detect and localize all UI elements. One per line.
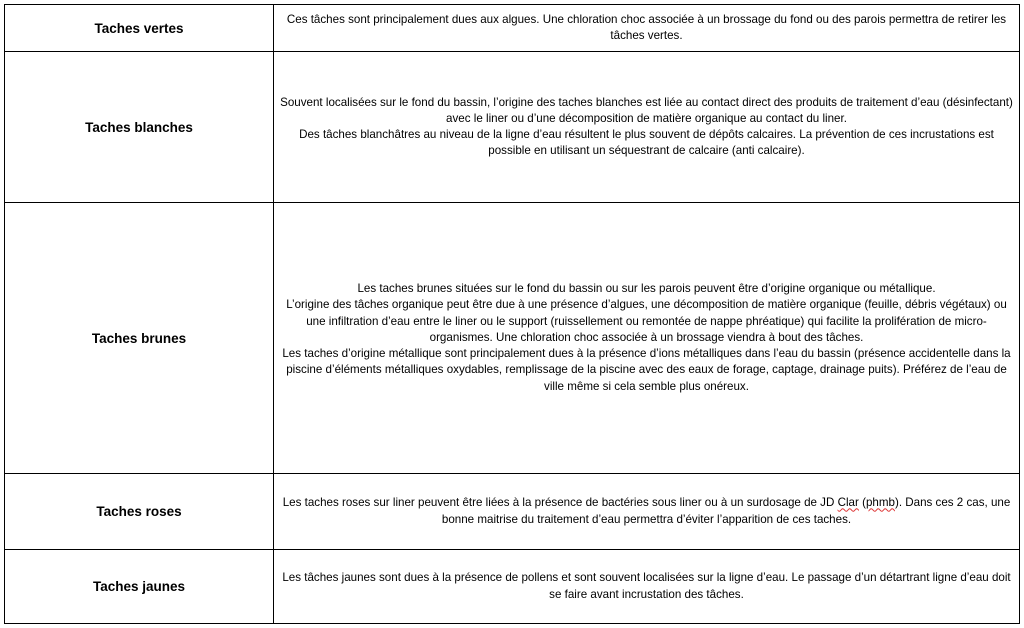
text-segment: Les taches roses sur liner peuvent être liées à la présence de bactéries sous liner ou à un surdosage de JD [282,496,838,510]
row-label: Taches vertes [5,5,274,52]
text-segment: ( [858,496,866,510]
row-description [274,203,1020,474]
table-row [5,550,1020,624]
table-row [5,203,1020,474]
spellcheck-marked-word: Clar [837,496,859,510]
description-paragraph: Des tâches blanchâtres au niveau de la ligne d’eau résultent le plus souvent de dépôts calcaires. La prévention de ces incrustations est possible en utilisant un séquestrant de calcaire (anti calcaire). [299,128,994,158]
table-row [5,52,1020,203]
table-row [5,5,1020,52]
row-label: Taches brunes [5,203,274,474]
row-description [274,52,1020,203]
stains-table [4,4,1020,624]
description-paragraph: L’origine des tâches organique peut être due à une présence d’algues, une décomposition de matière organique (feuille, débris végétaux) ou une infiltration d’eau entre le liner ou le support (ruissellement ou remontée de nappe phréatique) qui facilite la prolifération de micro-organismes. Une chloration choc associée à un brossage viendra à bout des tâches. [286,298,1007,344]
text-segment: ). Dans ces 2 cas, une bonne maitrise du traitement d’eau permettra d’éviter l’apparition de ces taches. [441,496,1011,526]
description-paragraph: Ces tâches sont principalement dues aux algues. Une chloration choc associée à un brossage du fond ou des parois permettra de retirer les tâches vertes. [286,12,1007,42]
row-description [274,550,1020,624]
row-label: Taches blanches [5,52,274,203]
description-paragraph [280,495,1013,527]
description-paragraph: Souvent localisées sur le fond du bassin, l’origine des taches blanches est liée au contact direct des produits de traitement d’eau (désinfectant) avec le liner ou d’une décomposition de matière organique au contact du liner. [280,95,1013,125]
description-paragraph: Les taches d’origine métallique sont principalement dues à la présence d’ions métalliques dans l’eau du bassin (présence accidentelle dans la piscine d’éléments métalliques oxydables, remplissage de la piscine avec des eaux de forage, captage, drainage puits). Préférez de l’eau de ville même si cela semble plus onéreux. [282,347,1011,393]
table-row [5,474,1020,550]
row-label: Taches roses [5,474,274,550]
row-label: Taches jaunes [5,550,274,624]
row-description [274,5,1020,52]
description-paragraph: Les taches brunes situées sur le fond du bassin ou sur les parois peuvent être d’origine organique ou métallique. [357,282,936,296]
row-description [274,474,1020,550]
description-paragraph: Les tâches jaunes sont dues à la présence de pollens et sont souvent localisées sur la ligne d’eau. Le passage d’un détartrant ligne d’eau doit se faire avant incrustation des tâches. [282,571,1011,601]
spellcheck-marked-word: phmb [865,496,895,510]
